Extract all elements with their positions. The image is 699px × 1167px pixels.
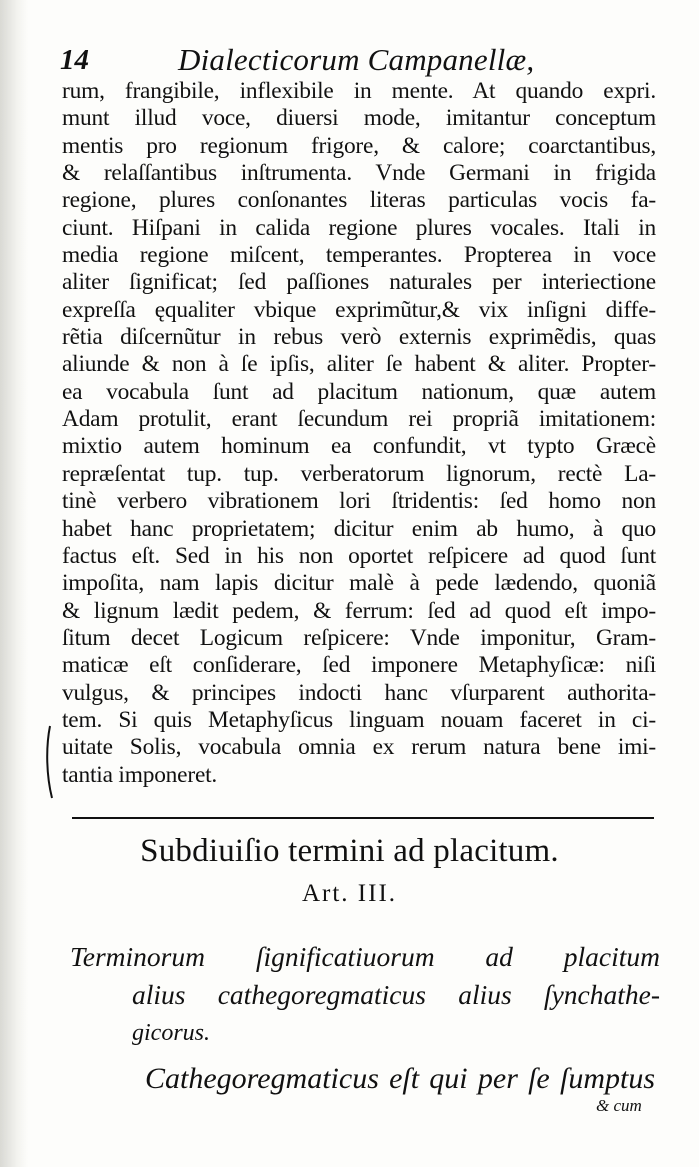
body-line: repræſentat tup. tup. verberatorum lignorum, rectè La-	[62, 460, 656, 487]
section-title: Subdiuiſio termini ad placitum.	[140, 833, 559, 869]
definition-line: Cathegoregmaticus eſt qui per ſe ſumptus	[145, 1062, 655, 1095]
body-line: tem. Si quis Metaphyſicus linguam nouam faceret in ci-	[62, 706, 656, 733]
body-line: tantia imponeret.	[62, 761, 218, 788]
catchword: & cum	[596, 1096, 642, 1115]
running-title: Dialecticorum Campanellæ,	[178, 42, 535, 77]
body-line: vulgus, & principes indocti hanc vſurparent authorita-	[62, 679, 656, 706]
italic-line: gicorus.	[132, 1020, 210, 1046]
italic-line: alius cathegoregmaticus alius ſynchathe-	[132, 979, 660, 1010]
body-line: ſitum decet Logicum reſpicere: Vnde imponitur, Gram-	[62, 624, 656, 651]
page-header	[60, 36, 660, 80]
body-line: aliunde & non à ſe ipſis, aliter ſe habent & aliter. Propter-	[62, 351, 656, 378]
italic-paragraph	[70, 938, 660, 1052]
body-line: regione, plures conſonantes literas particulas vocis fa-	[62, 187, 656, 214]
page-number: 14	[60, 44, 89, 76]
body-line: aliter ſignificat; ſed paſſiones naturales per interiectione	[62, 269, 656, 296]
body-line: rẽtia diſcernũtur in rebus verò externis exprimẽdis, quas	[62, 324, 656, 351]
italic-line: Terminorum ſignificatiuorum ad placitum	[70, 941, 660, 972]
body-line: & relaſſantibus inſtrumenta. Vnde Germani in frigida	[62, 160, 656, 187]
body-line: media regione miſcent, temperantes. Propterea in voce	[62, 242, 656, 269]
article-label: Art. III.	[301, 880, 398, 907]
body-line: expreſſa ęqualiter vbique exprimũtur,& vix inſigni diffe-	[62, 296, 656, 323]
body-line: munt illud voce, diuersi mode, imitantur conceptum	[62, 105, 656, 132]
body-line: factus eſt. Sed in his non oportet reſpicere ad quod ſunt	[62, 542, 656, 569]
body-line: & lignum lædit pedem, & ferrum: ſed ad quod eſt impo-	[62, 597, 656, 624]
body-text	[62, 78, 656, 789]
body-line: maticæ eſt conſiderare, ſed imponere Metaphyſicæ: niſi	[62, 652, 656, 679]
body-line: tinè verbero vibrationem lori ſtridentis: ſed homo non	[62, 488, 656, 515]
margin-bracket-mark	[42, 724, 62, 800]
body-line: impoſita, nam lapis dicitur malè à pede lædendo, quoniã	[62, 570, 656, 597]
body-line: Adam protulit, erant ſecundum rei propriã imitationem:	[62, 406, 656, 433]
section-divider-rule	[72, 817, 654, 819]
body-line: ciunt. Hiſpani in calida regione plures vocales. Itali in	[62, 214, 656, 241]
body-line: habet hanc proprietatem; dicitur enim ab humo, à quo	[62, 515, 656, 542]
body-line: uitate Solis, vocabula omnia ex rerum natura bene imi-	[62, 734, 656, 761]
body-line: mixtio autem hominum ea confundit, vt typto Græcè	[62, 433, 656, 460]
body-line: ea vocabula ſunt ad placitum nationum, quæ autem	[62, 378, 656, 405]
page-edge-shadow	[0, 0, 28, 1167]
body-line: rum, frangibile, inflexibile in mente. At quando expri.	[62, 78, 656, 104]
body-line: mentis pro regionum frigore, & calore; coarctantibus,	[62, 132, 656, 159]
